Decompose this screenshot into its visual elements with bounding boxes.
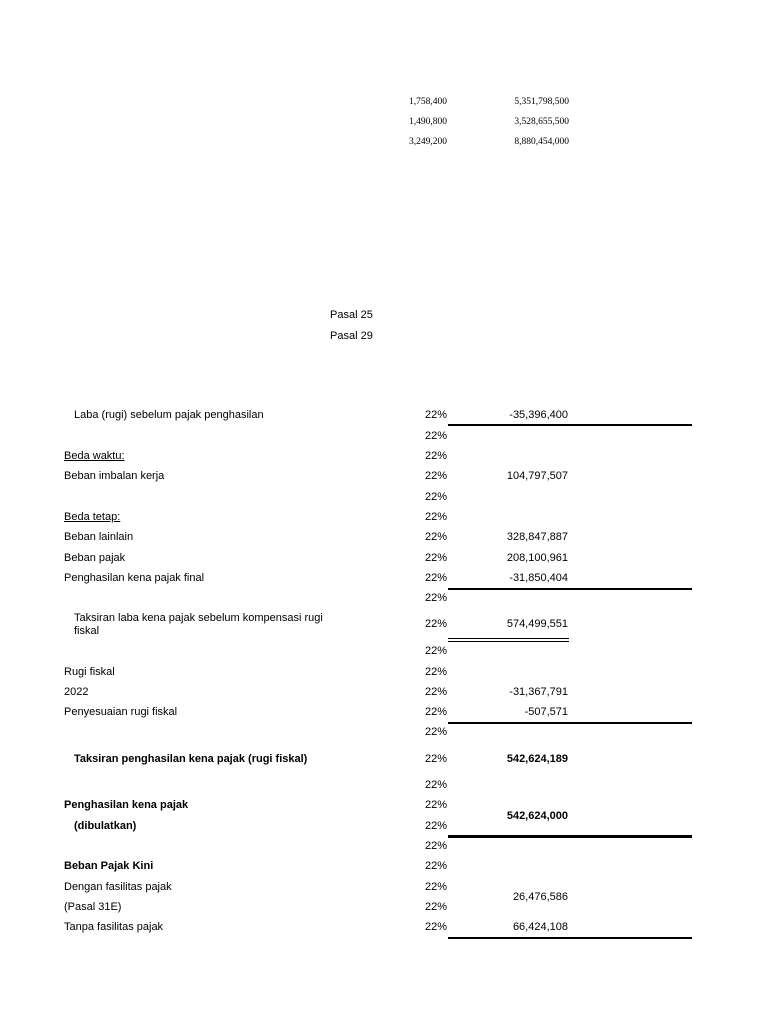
beban-imbalan-label: Beban imbalan kerja [64, 470, 165, 482]
value-cell: 208,100,961 [506, 552, 568, 564]
rate-cell: 22% [424, 881, 447, 893]
rate-cell: 22% [424, 726, 447, 738]
divider-line [448, 722, 692, 724]
rugi-fiskal-label: Rugi fiskal [64, 666, 115, 678]
value-cell: -507,571 [524, 706, 568, 718]
pasal-29-label: Pasal 29 [330, 330, 373, 342]
beban-lain-label: Beban lainlain [64, 531, 134, 543]
value-cell: 26,476,586 [512, 891, 568, 903]
value-cell: 574,499,551 [506, 618, 568, 630]
rate-cell: 22% [424, 753, 447, 765]
rate-cell: 22% [424, 470, 447, 482]
rate-cell: 22% [424, 901, 447, 913]
rate-cell: 22% [424, 686, 447, 698]
rate-cell: 22% [424, 592, 447, 604]
rate-cell: 22% [424, 552, 447, 564]
top-table-cell: 1,758,400 [409, 97, 447, 107]
penyesuaian-label: Penyesuaian rugi fiskal [64, 706, 178, 718]
top-table-cell: 1,490,800 [409, 117, 447, 127]
rate-cell: 22% [424, 799, 447, 811]
rate-cell: 22% [424, 409, 447, 421]
rate-cell: 22% [424, 531, 447, 543]
rate-cell: 22% [424, 491, 447, 503]
rate-cell: 22% [424, 860, 447, 872]
value-cell: 542,624,189 [506, 753, 568, 765]
top-table-cell: 3,249,200 [409, 137, 447, 147]
beban-kini-label: Beban Pajak Kini [64, 860, 154, 872]
beban-pajak-label: Beban pajak [64, 552, 126, 564]
rate-cell: 22% [424, 779, 447, 791]
divider-line [448, 835, 692, 838]
rate-cell: 22% [424, 572, 447, 584]
value-cell: 66,424,108 [512, 921, 568, 933]
value-cell: 104,797,507 [506, 470, 568, 482]
taksiran-penghasilan-label: Taksiran penghasilan kena pajak (rugi fiskal) [74, 753, 308, 765]
value-cell: -31,850,404 [509, 572, 568, 584]
top-table-cell: 5,351,798,500 [514, 97, 569, 107]
double-underline-bottom [448, 641, 569, 642]
tanpa-fasilitas-label: Tanpa fasilitas pajak [64, 921, 164, 933]
top-table-cell: 3,528,655,500 [514, 117, 569, 127]
divider-line [448, 424, 692, 426]
rate-cell: 22% [424, 840, 447, 852]
taksiran-laba-label: Taksiran laba kena pajak sebelum kompensasi rugi fiskal [74, 612, 323, 637]
rate-cell: 22% [424, 706, 447, 718]
rate-cell: 22% [424, 511, 447, 523]
rate-cell: 22% [424, 450, 447, 462]
rate-cell: 22% [424, 666, 447, 678]
divider-line [448, 937, 692, 939]
value-cell: 328,847,887 [506, 531, 568, 543]
value-cell: -31,367,791 [509, 686, 568, 698]
value-cell: -35,396,400 [509, 409, 568, 421]
dengan-fasilitas-label: Dengan fasilitas pajak [64, 881, 172, 893]
rate-cell: 22% [424, 921, 447, 933]
rate-cell: 22% [424, 820, 447, 832]
beda-waktu-label: Beda waktu: [64, 450, 125, 462]
rate-cell: 22% [424, 645, 447, 657]
beda-tetap-label: Beda tetap: [64, 511, 121, 523]
double-underline-top [448, 638, 569, 639]
rate-cell: 22% [424, 618, 447, 630]
pkp-dibulatkan-label: (dibulatkan) [74, 820, 137, 832]
penghasilan-final-label: Penghasilan kena pajak final [64, 572, 205, 584]
laba-label: Laba (rugi) sebelum pajak penghasilan [74, 409, 264, 421]
pasal-31e-label: (Pasal 31E) [64, 901, 122, 913]
rate-cell: 22% [424, 430, 447, 442]
pkp-label: Penghasilan kena pajak [64, 799, 189, 811]
value-cell: 542,624,000 [506, 810, 568, 822]
divider-line [448, 588, 692, 590]
pasal-25-label: Pasal 25 [330, 309, 373, 321]
tahun-label: 2022 [64, 686, 89, 698]
top-table-cell: 8,880,454,000 [514, 137, 569, 147]
